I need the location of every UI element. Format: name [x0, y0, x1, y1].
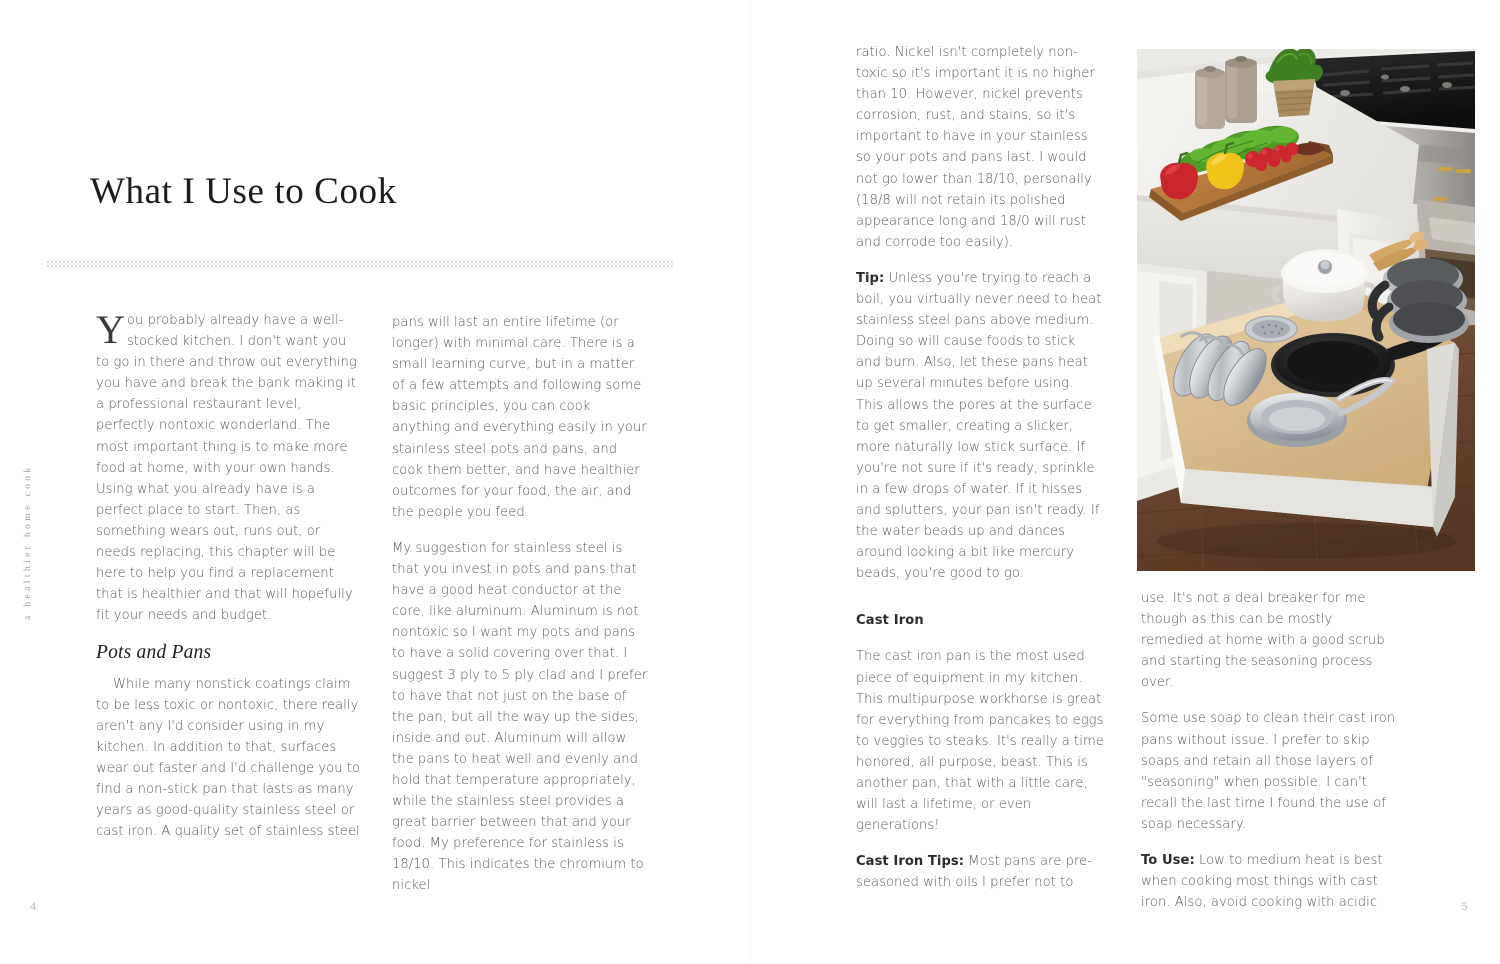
to-use-text: Low to medium heat is best when cooking most things with cast iron. Also, avoid cooking with acidic	[1141, 853, 1383, 911]
paragraph-suggestion: My suggestion for stainless steel is that you invest in pots and pans that have a good heat conductor at the core, like aluminum. Aluminum is not nontoxic so I want my pots and pans to have a solid covering over that. I suggest 3 ply to 5 ply clad and I prefer to have that not just on the base of the pan, but all the way up the sides, inside and out. Aluminum will allow the pans to heat well and evenly and hold that temperature appropriately, while the stainless steel provides a great barrier between that and your food. My preference for stainless is 18/10. This indicates the chromium to nickel	[392, 540, 648, 894]
tip-label: Tip:	[856, 270, 885, 286]
paragraph-intro	[96, 307, 362, 626]
cast-iron-tips-label: Cast Iron Tips:	[856, 854, 965, 870]
tip-text: Unless you're trying to reach a boil, you virtually never need to heat stainless steel pans above medium. Doing so will cause foods to stick and burn. Also, let these pans heat up several minutes before using. This allows the pores at the surface to get smaller, creating a slicker, more naturally low stick surface. If you're not sure if it's ready, sprinkle in a few drops of water. If it hisses and splutters, your pan isn't ready. If the water beads up and dances around looking a bit like mercury beads, you're good to go.	[856, 270, 1102, 582]
paragraph-intro-text: ou probably already have a well-stocked kitchen. I don't want you to go in there and throw out everything you have and break the bank making it a professional restaurant level, perfectly nontoxic wonderland. The most important thing is to make more food at home, with your own hands. Using what you already have is a perfect place to start. Then, as something wears out, runs out, or needs replacing, this chapter will be here to help you find a replacement that is healthier and that will hopefully fit your needs and budget.	[96, 313, 357, 624]
page-number-left: 4	[30, 899, 37, 913]
page-number-right: 5	[1461, 899, 1468, 913]
subheading-pots-and-pans: Pots and Pans	[96, 642, 212, 664]
paragraph-seasoning-remedy: use. It's not a deal breaker for me though as this can be mostly remedied at home with a good scrub and starting the seasoning process over.	[1141, 591, 1385, 691]
text-column-4	[1141, 588, 1399, 913]
paragraph-cast-iron-tips	[856, 851, 1104, 893]
title-divider-rule	[47, 261, 674, 267]
paragraph-nonstick: While many nonstick coatings claim to be less toxic or nontoxic, there really aren't any I'd consider using in my kitchen. In addition to that, surfaces wear out faster and I'd challenge you to find a non-stick pan that lasts as many years as good-quality stainless steel or cast iron. A quality set of stainless steel	[96, 676, 361, 840]
kitchen-photo-illustration	[1137, 49, 1475, 571]
paragraph-lifetime: pans will last an entire lifetime (or longer) with minimal care. There is a small learning curve, but in a matter of a few attempts and following some basic principles, you can cook anything and everything easily in your stainless steel pots and pans, and cook them better, and have healthier outcomes for your food, the air, and the people you feed.	[392, 315, 647, 520]
text-column-2	[392, 312, 648, 897]
paragraph-soap: Some use soap to clean their cast iron pans without issue. I prefer to skip soaps and retain all those layers of "seasoning" when possible. I can't recall the last time I found the use of soap necessary.	[1141, 711, 1396, 832]
subheading-cast-iron: Cast Iron	[856, 613, 924, 629]
paragraph-cast-iron-intro: The cast iron pan is the most used piece of equipment in my kitchen. This multipurpose workhorse is great for everything from pancakes to eggs to veggies to steaks. It's really a time honored, all purpose, beast. This is another pan, that with a little care, will last a lifetime, or even generations!	[856, 649, 1104, 834]
chapter-title: What I Use to Cook	[90, 171, 397, 212]
to-use-label: To Use:	[1141, 853, 1195, 869]
paragraph-tip	[856, 268, 1104, 584]
paragraph-to-use	[1141, 850, 1399, 913]
kitchen-photograph	[1137, 49, 1475, 571]
gutter-shadow	[748, 0, 752, 964]
cast-iron-tips-text: Most pans are pre-seasoned with oils I prefer not to	[856, 854, 1093, 891]
drop-cap-letter: Y	[96, 307, 125, 352]
text-column-1	[96, 307, 362, 843]
text-column-3	[856, 42, 1104, 893]
running-head-vertical: a healthier home cook	[23, 464, 33, 620]
paragraph-nickel-ratio: ratio. Nickel isn't completely non-toxic so it's important it is no higher than 10. However, nickel prevents corrosion, rust, and stains, so it's important to have in your stainless so your pots and pans last. I would not go lower than 18/10, personally (18/8 will not retain its polished appearance long and 18/0 will rust and corrode too easily).	[856, 45, 1095, 250]
